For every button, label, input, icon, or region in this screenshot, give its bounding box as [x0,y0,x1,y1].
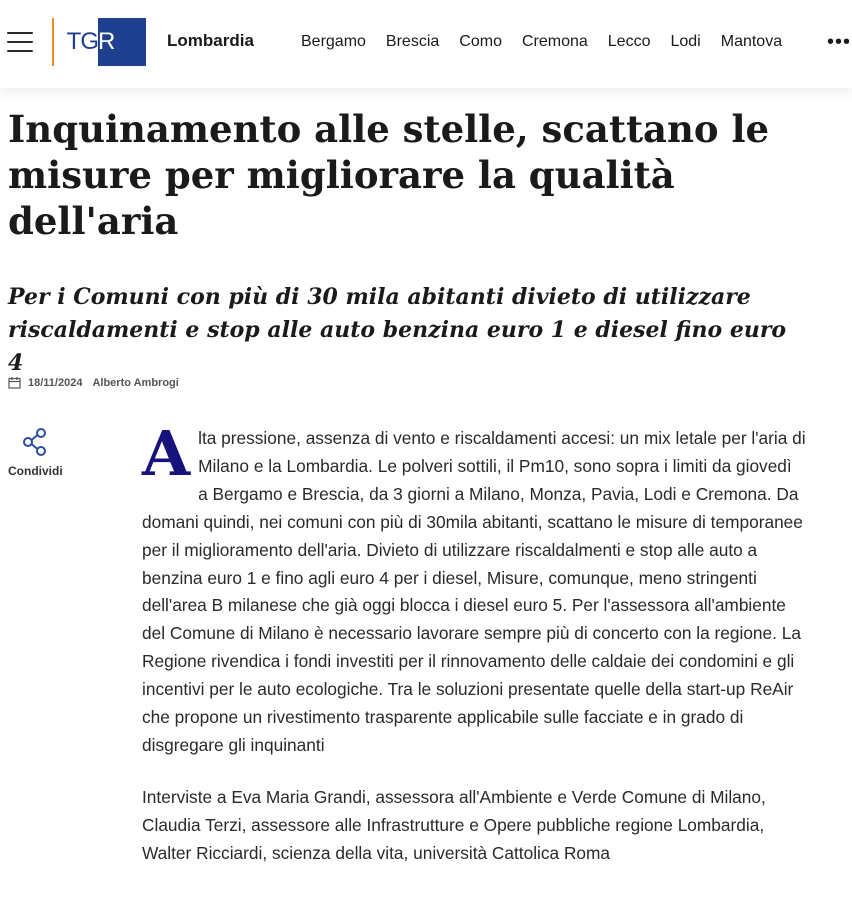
share-label: Condividi [8,464,63,478]
tgr-logo[interactable] [60,18,146,66]
nav-link-lodi[interactable]: Lodi [670,33,701,50]
publish-date: 18/11/2024 [28,376,83,389]
logo-text-right: R [98,18,146,66]
menu-icon-line [7,32,33,34]
article-title: Inquinamento alle stelle, scattano le misure per migliorare la qualità dell'aria [8,107,770,243]
share-icon [22,428,48,456]
author-name[interactable]: Alberto Ambrogi [92,376,179,389]
menu-icon-line [7,41,33,43]
calendar-icon [8,376,21,389]
paragraph-text: lta pressione, assenza di vento e riscaldamenti accesi: un mix letale per l'aria di Milano e la Lombardia. Le polveri sottili, il Pm10, sono sopra i limiti da giovedì a Bergamo e Brescia, da 3 giorni a Milano, Monza, Pavia, Lodi e Cremona. Da domani quindi, nei comuni con più di 30mila abitanti, scattano le misure di temporanee per il miglioramento dell'aria. Divieto di utilizzare riscaldalmenti e stop alle auto a benzina euro 1 e fino agli euro 4 per i diesel, Misure, comunque, meno stringenti dell'area B milanese che già oggi blocca i diesel euro 5. Per l'assessora all'ambiente del Comune di Milano è necessario lavorare sempre più di concerto con la regione. La Regione rivendica i fondi investiti per il rinnovamento delle caldaie dei condomini e gli incentivi per le auto ecologiche. Tra le soluzioni presentate quelle della start-up ReAir che propone un rivestimento trasparente applicabile sulle facciate e in grado di disgregare gli inquinanti [142,428,806,755]
nav-link-cremona[interactable]: Cremona [521,33,588,50]
nav-link-bergamo[interactable]: Bergamo [301,33,366,50]
menu-icon[interactable] [7,30,33,54]
logo-text-left: TG [60,18,98,66]
article-paragraph [142,417,806,760]
city-navigation [301,33,802,51]
article-paragraph: Interviste a Eva Maria Grandi, assessora all'Ambiente e Verde Comune di Milano, Claudia Terzi, assessore alle Infrastrutture e Opere pubbliche regione Lombardia, Walter Ricciardi, scienza della vita, università Cattolica Roma [142,786,766,863]
region-link[interactable]: Lombardia [167,31,254,50]
top-navigation-bar [0,0,852,88]
orange-separator [52,18,54,66]
menu-icon-line [7,50,33,52]
nav-link-como[interactable]: Como [459,33,502,50]
more-options-icon[interactable]: ••• [827,31,852,53]
nav-link-lecco[interactable]: Lecco [607,33,651,50]
drop-cap: A [142,417,191,490]
nav-link-brescia[interactable]: Brescia [385,33,440,50]
nav-link-mantova[interactable]: Mantova [720,33,783,50]
share-button[interactable] [8,428,68,478]
article-subtitle: Per i Comuni con più di 30 mila abitanti divieto di utilizzare riscaldamenti e stop alle auto benzina euro 1 e diesel fino euro 4 [8,284,787,376]
article-body [142,417,806,892]
article-meta [8,376,179,389]
